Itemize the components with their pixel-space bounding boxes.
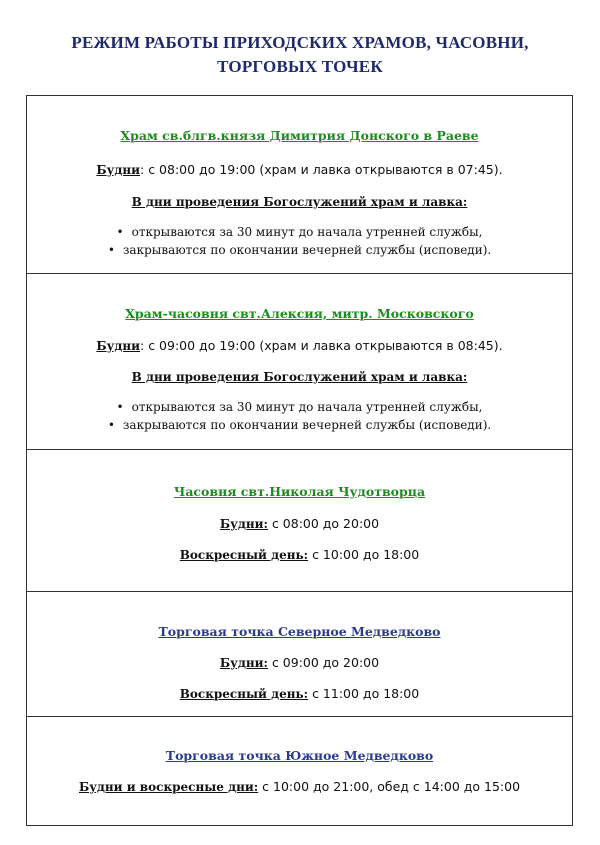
list-item: • закрываются по окончании вечерней службы (исповеди). [107, 418, 492, 432]
page-title [0, 31, 600, 79]
section-heading: Торговая точка Северное Медведково [158, 624, 441, 639]
list-item: • открываются за 30 минут до начала утренней службы, [116, 225, 483, 239]
weekdays-value: с 09:00 до 20:00 [267, 655, 380, 670]
section-north-medvedkovo [27, 592, 572, 717]
section-south-medvedkovo [27, 717, 572, 827]
list-item: • открываются за 30 минут до начала утренней службы, [116, 400, 483, 414]
section-alexy [27, 274, 572, 450]
page-title-line-1: РЕЖИМ РАБОТЫ ПРИХОДСКИХ ХРАМОВ, ЧАСОВНИ, [71, 33, 529, 52]
sunday-value: с 11:00 до 18:00 [308, 686, 420, 701]
schedule-table [26, 95, 573, 826]
sunday-row [27, 547, 572, 563]
weekdays-label: Будни: [219, 656, 268, 670]
weekdays-row [27, 516, 572, 532]
weekdays-value: с 08:00 до 20:00 [267, 516, 380, 531]
service-label: В дни проведения Богослужений храм и лавка: [131, 370, 468, 384]
section-heading: Храм-часовня свт.Алексия, митр. Московского [125, 306, 474, 321]
weekdays-value: : с 09:00 до 19:00 (храм и лавка открываются в 08:45). [140, 338, 503, 353]
sunday-label: Воскресный день: [179, 548, 309, 562]
sunday-row [27, 686, 572, 702]
weekdays-label: Будни [96, 163, 141, 177]
weekdays-row [27, 338, 572, 354]
weekdays-value: : с 08:00 до 19:00 (храм и лавка открываются в 07:45). [140, 162, 503, 177]
service-label: В дни проведения Богослужений храм и лавка: [131, 195, 468, 209]
bullet-icon: • [107, 418, 115, 432]
bullet-icon: • [116, 400, 124, 414]
section-nikolay [27, 450, 572, 592]
all-days-label: Будни и воскресные дни: [78, 780, 259, 794]
bullet-icon: • [116, 225, 124, 239]
sunday-value: с 10:00 до 18:00 [308, 547, 420, 562]
sunday-label: Воскресный день: [179, 687, 309, 701]
weekdays-row [27, 655, 572, 671]
all-days-row [27, 779, 572, 795]
section-dmitry-donskoy [27, 96, 572, 274]
service-list [27, 223, 572, 259]
bullet-icon: • [107, 243, 115, 257]
weekdays-label: Будни: [219, 517, 268, 531]
page-title-line-2: ТОРГОВЫХ ТОЧЕК [217, 57, 383, 76]
weekdays-label: Будни [96, 339, 141, 353]
all-days-value: с 10:00 до 21:00, обед с 14:00 до 15:00 [258, 779, 521, 794]
list-item: • закрываются по окончании вечерней службы (исповеди). [107, 243, 492, 257]
section-heading: Храм св.блгв.князя Димитрия Донского в Раеве [120, 128, 479, 143]
section-heading: Часовня свт.Николая Чудотворца [173, 484, 426, 499]
weekdays-row [27, 162, 572, 178]
section-heading: Торговая точка Южное Медведково [165, 748, 434, 763]
service-list [27, 398, 572, 434]
